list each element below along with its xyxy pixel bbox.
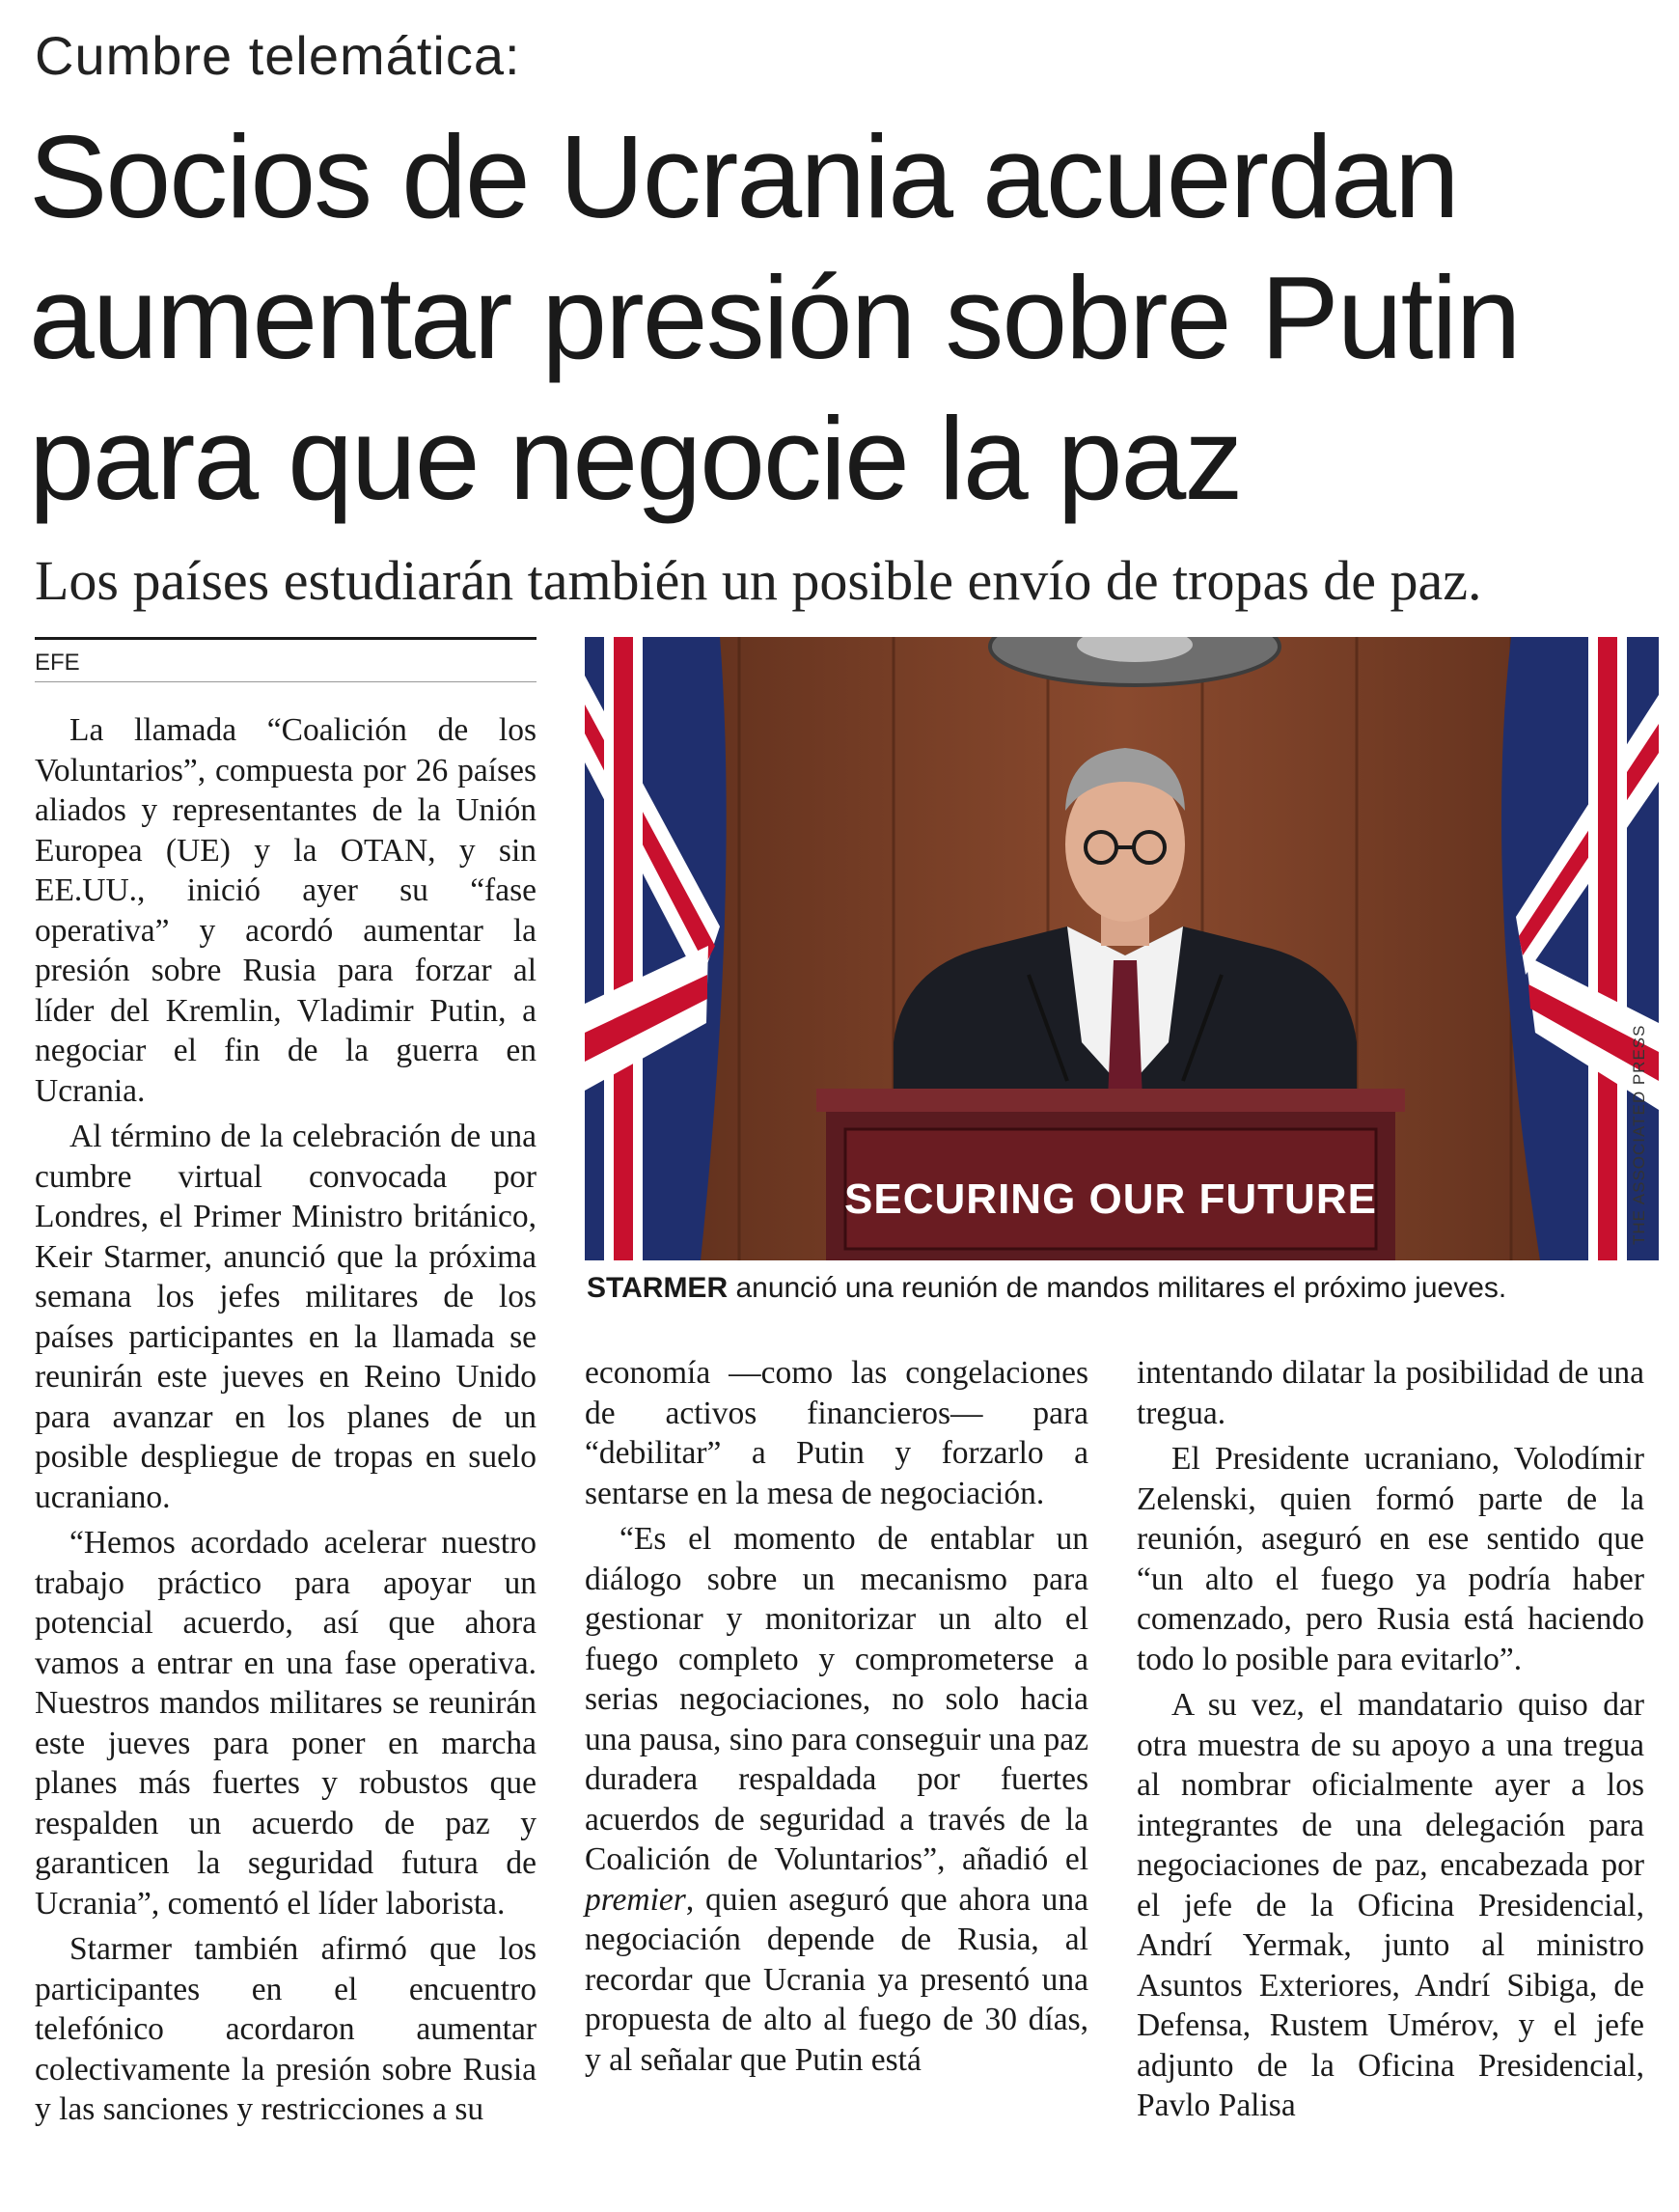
paragraph: A su vez, el mandatario quiso dar otra muestra de su apoyo a una tregua al nombrar oficialmente ayer a los integrantes de una delegación para negociaciones de paz, encabezada por el jefe de la Oficina Presidencial, Andrí Yermak, junto al ministro Asuntos Exteriores, Andrí Sibiga, de Defensa, Rustem Umérov, y el jefe adjunto de la Oficina Presidencial, Pavlo Palisa <box>1137 1687 1644 2123</box>
caption-text: anunció una reunión de mandos militares el próximo jueves. <box>728 1272 1507 1304</box>
byline-divider <box>35 681 537 682</box>
paragraph: El Presidente ucraniano, Volodímir Zelenski, quien formó parte de la reunión, aseguró en ese sentido que “un alto el fuego ya podría haber comenzado, pero Rusia está haciendo todo lo posible para evitarlo”. <box>1137 1441 1644 1677</box>
article-headline: Socios de Ucrania acuerdan aumentar presión sobre Putin para que negocie la paz <box>29 111 1520 524</box>
paragraph: “Es el momento de entablar un diálogo sobre un mecanismo para gestionar y monitorizar un alto el fuego completo y comprometerse a serias negociaciones, no solo hacia una pausa, sino para conseguir una paz duradera respaldada por fuertes acuerdos de seguridad a través de la Coalición de Voluntarios”, añadió el premier, quien aseguró que ahora una negociación depende de Rusia, al recordar que Ucrania ya presentó una propuesta de alto al fuego de 30 días, y al señalar que Putin está <box>585 1521 1088 2078</box>
podium-slogan: SECURING OUR FUTURE <box>844 1175 1377 1223</box>
byline-rule <box>35 637 537 640</box>
body-column-2 <box>585 1353 1088 2080</box>
paragraph: La llamada “Coalición de los Voluntarios”, compuesta por 26 países aliados y representantes de la Unión Europea (UE) y la OTAN, y sin EE.UU., inició ayer su “fase operativa” y acordó aumentar la presión sobre Rusia para forzar al líder del Kremlin, Vladimir Putin, a negociar el fin de la guerra en Ucrania. <box>35 712 537 1109</box>
article-kicker: Cumbre telemática: <box>35 25 521 86</box>
paragraph: “Hemos acordado acelerar nuestro trabajo práctico para apoyar un potencial acuerdo, así que ahora vamos a entrar en una fase operativa. Nuestros mandos militares se reunirán este jueves para poner en marcha planes más fuertes y robustos que respalden un acuerdo de paz y garanticen la seguridad futura de Ucrania”, comentó el líder laborista. <box>35 1525 537 1922</box>
article-photo <box>585 637 1659 1260</box>
body-column-3 <box>1137 1353 1644 2126</box>
photo-caption <box>587 1270 1658 1307</box>
paragraph: Al término de la celebración de una cumbre virtual convocada por Londres, el Primer Ministro británico, Keir Starmer, anunció que la próxima semana los jefes militares de los países participantes en la llamada se reunirán este jueves en Reino Unido para avanzar en los planes de un posible despliegue de tropas en suelo ucraniano. <box>35 1119 537 1515</box>
paragraph: Starmer también afirmó que los participantes en el encuentro telefónico acordaron aumentar colectivamente la presión sobre Rusia y las sanciones y restricciones a su <box>35 1931 537 2127</box>
photo-credit: THE ASSOCIATED PRESS <box>1630 1024 1648 1245</box>
union-flag-left <box>585 637 727 1260</box>
body-column-1 <box>35 710 537 2130</box>
article-deck: Los países estudiarán también un posible envío de tropas de paz. <box>35 549 1482 612</box>
byline: EFE <box>35 650 80 676</box>
paragraph: economía —como las congelaciones de activos financieros— para “debilitar” a Putin y forzarlo a sentarse en la mesa de negociación. <box>585 1355 1088 1511</box>
paragraph: intentando dilatar la posibilidad de una tregua. <box>1137 1355 1644 1431</box>
emphasis: premier <box>585 1881 686 1918</box>
caption-name: STARMER <box>587 1272 729 1304</box>
lectern <box>816 1089 1405 1260</box>
